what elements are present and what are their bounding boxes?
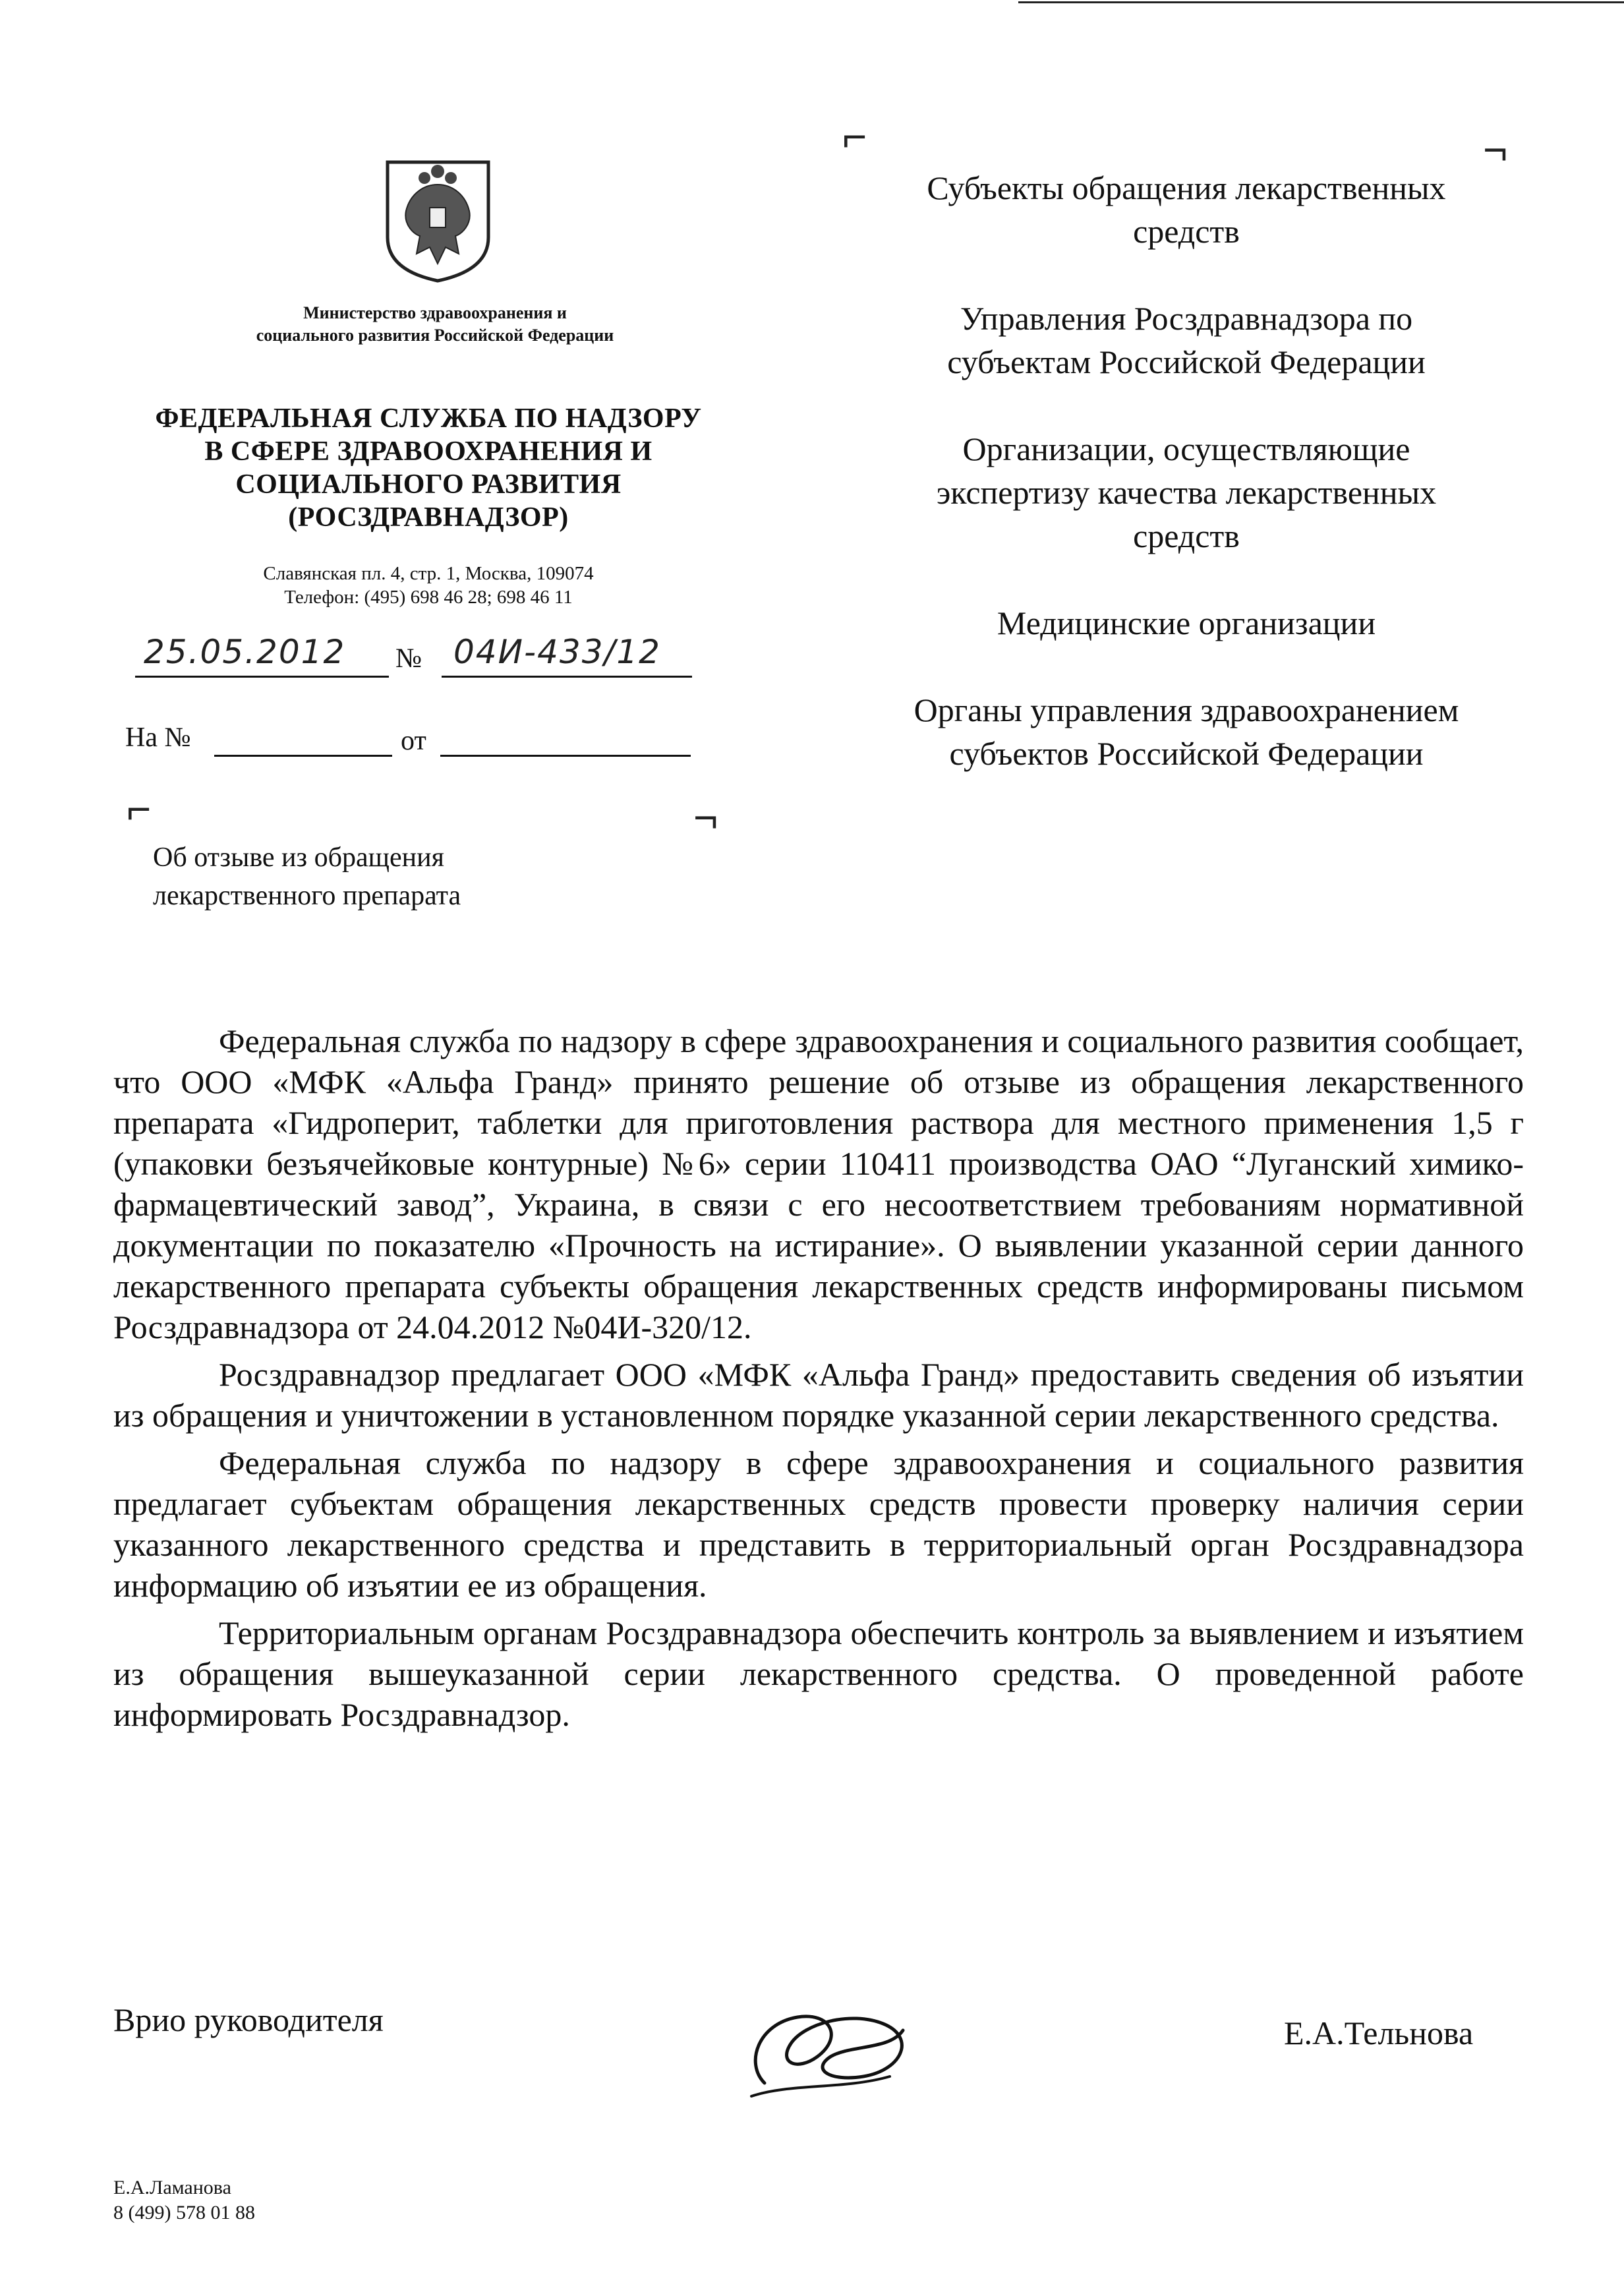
body-paragraph: Федеральная служба по надзору в сфере здравоохранения и социального развития предлагает субъектам обращения лекарственных средств провести проверку наличия серии указанного лекарственного средства и представить в территориальный орган Росздравнадзора информацию об изъятии ее из обращения. — [113, 1444, 1524, 1604]
subject-line: лекарственного препарата — [153, 881, 461, 911]
reference-number-underline — [214, 755, 392, 757]
date-underline — [135, 676, 389, 678]
signatory-name: Е.А.Тельнова — [1284, 2015, 1474, 2051]
agency-name — [105, 402, 751, 534]
top-edge-line — [1018, 1, 1624, 3]
body-paragraph: Федеральная служба по надзору в сфере здравоохранения и социального развития сообщает, что ООО «МФК «Альфа Гранд» принято решение об отзыве из обращения лекарственного препарата «Гидроперит, таблетки для приготовления раствора для местного применения 1,5 г (упаковки безъячейковые контурные) №6» серии 110411 производства ОАО “Луганский химико-фармацевтический завод”, Украина, в связи с его несоответствием требованиям нормативной документации по показателю «Прочность на истирание». О выявлении указанной серии данного лекарственного препарата субъекты обращения лекарственных средств информированы письмом Росздравнадзора от 24.04.2012 №04И-320/12. — [113, 1022, 1524, 1345]
addressee: Органы управления здравоохранением субъектов Российской Федерации — [914, 691, 1459, 772]
addressee-list — [890, 166, 1483, 819]
registration-number: 04И-433/12 — [453, 633, 661, 671]
addressee: Субъекты обращения лекарственных средств — [927, 169, 1446, 250]
signatory-role: Врио руководителя — [113, 2001, 384, 2038]
ministry-line: социального развития Российской Федерации — [256, 326, 614, 345]
handwritten-signature — [738, 1984, 936, 2109]
reference-label: На № — [125, 722, 191, 753]
agency-line: (РОСЗДРАВНАДЗОР) — [288, 502, 569, 533]
address-line: Телефон: (495) 698 46 28; 698 46 11 — [284, 587, 573, 608]
letter-body — [113, 1020, 1524, 1742]
executor-phone: 8 (499) 578 01 88 — [113, 2202, 255, 2223]
agency-address — [132, 562, 725, 609]
corner-bracket-icon: ¬ — [693, 794, 718, 841]
coat-of-arms-icon — [384, 158, 492, 283]
executor-info — [113, 2175, 255, 2225]
addressee: Медицинские организации — [997, 604, 1376, 641]
subject-line: Об отзыве из обращения — [153, 842, 444, 873]
ministry-name — [138, 302, 732, 347]
agency-line: В СФЕРЕ ЗДРАВООХРАНЕНИЯ И — [204, 436, 652, 467]
number-underline — [442, 676, 692, 678]
addressee: Управления Росздравнадзора по субъектам Российской Федерации — [947, 300, 1426, 380]
body-paragraph: Территориальным органам Росздравнадзора обеспечить контроль за выявлением и изъятием из обращения вышеуказанной серии лекарственного средства. О проведенной работе информировать Росздравнадзор. — [113, 1614, 1524, 1733]
ministry-line: Министерство здравоохранения и — [303, 303, 567, 322]
agency-line: ФЕДЕРАЛЬНАЯ СЛУЖБА ПО НАДЗОРУ — [155, 403, 702, 434]
reference-date-underline — [440, 755, 691, 757]
corner-bracket-icon: ¬ — [1483, 126, 1508, 173]
agency-line: СОЦИАЛЬНОГО РАЗВИТИЯ — [235, 469, 622, 500]
address-line: Славянская пл. 4, стр. 1, Москва, 109074 — [263, 563, 594, 584]
reference-from-label: от — [401, 726, 426, 756]
addressee: Организации, осуществляющие экспертизу качества лекарственных средств — [936, 430, 1437, 554]
registration-date: 25.05.2012 — [144, 633, 346, 671]
body-paragraph: Росздравнадзор предлагает ООО «МФК «Альфа Гранд» предоставить сведения об изъятии из обращения и уничтожении в установленном порядке указанной серии лекарственного средства. — [113, 1356, 1524, 1434]
number-label: № — [395, 643, 422, 674]
executor-name: Е.А.Ламанова — [113, 2177, 231, 2198]
corner-bracket-icon: ⌐ — [842, 113, 867, 160]
letter-subject — [153, 838, 614, 915]
corner-bracket-icon: ⌐ — [127, 785, 152, 833]
